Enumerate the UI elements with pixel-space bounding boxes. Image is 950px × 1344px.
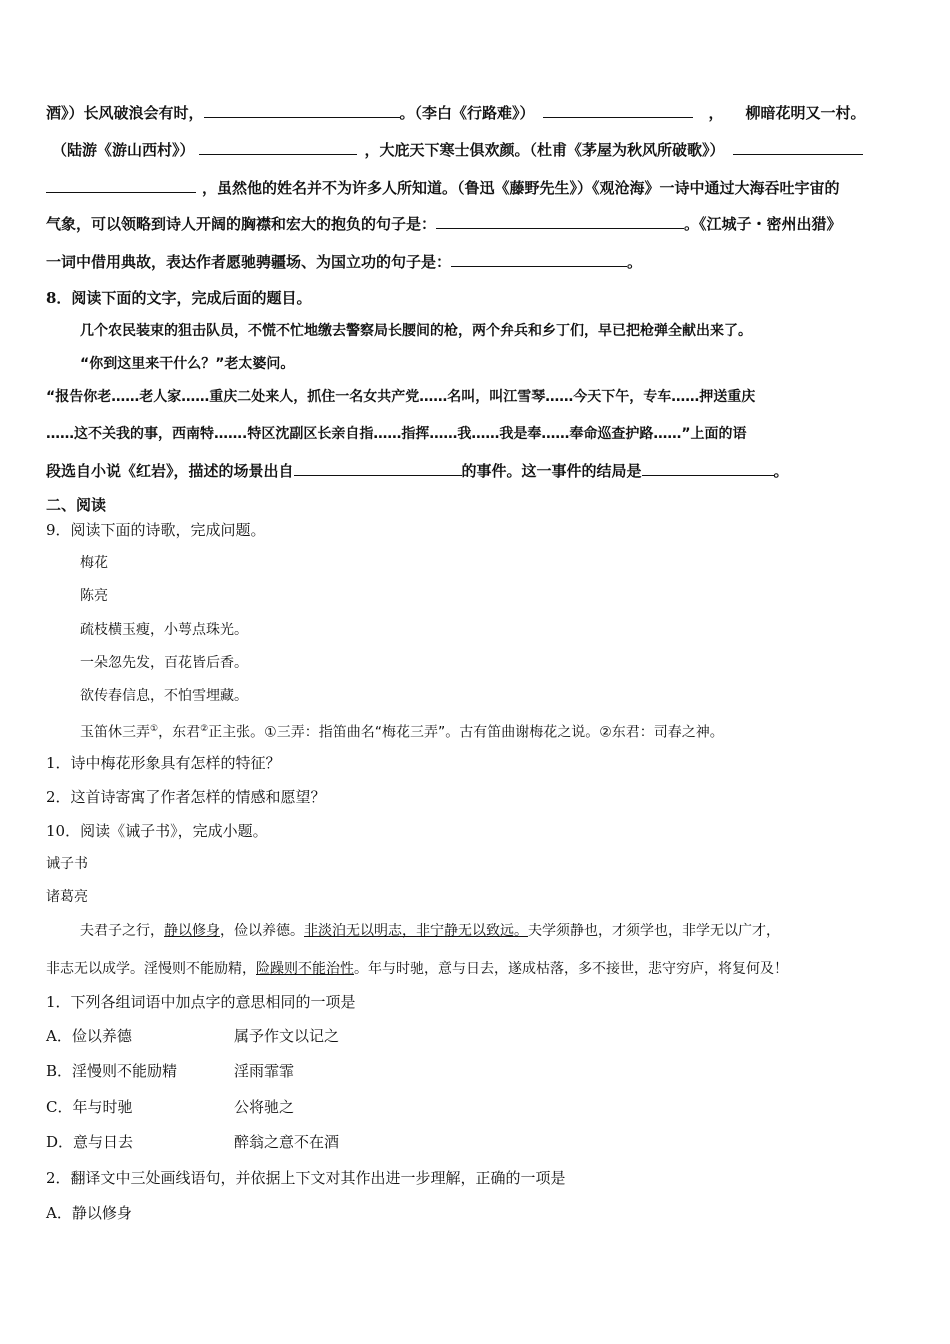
option-row xyxy=(46,1026,646,1046)
answer-blank[interactable] xyxy=(642,461,774,476)
fill-text: ，大庇天下寒士俱欢颜。（杜甫《茅屋为秋风所破歌》） xyxy=(364,141,725,159)
poem-line: 欲传春信息，不怕雪埋藏。 xyxy=(80,688,248,704)
fill-text: 一词中借用典故，表达作者愿驰骋疆场、为国立功的句子是： xyxy=(46,253,452,271)
poem-title: 梅花 xyxy=(80,555,108,571)
answer-blank[interactable] xyxy=(733,140,863,155)
poem-text: 玉笛休三弄 xyxy=(80,724,150,741)
poem-line: 一朵忽先发，百花皆后香。 xyxy=(80,655,248,671)
q10-title: 10．阅读《诫子书》，完成小题。 xyxy=(46,822,268,840)
poem-author: 陈亮 xyxy=(80,588,108,604)
fill-line-1 xyxy=(46,103,866,123)
answer-blank[interactable] xyxy=(46,178,196,193)
fill-text: 。《江城子・密州出猎》 xyxy=(684,215,842,233)
fill-text: ， xyxy=(708,104,724,122)
answer-blank[interactable] xyxy=(204,103,400,118)
fill-text: （陆游《游山西村》） xyxy=(52,141,195,159)
fill-text: 酒》）长风破浪会有时， xyxy=(46,104,204,122)
q8-paragraph-2: “你到这里来干什么？”老太婆问。 xyxy=(80,356,295,372)
answer-blank[interactable] xyxy=(543,103,693,118)
option-right: 醉翁之意不在酒 xyxy=(234,1133,340,1151)
option-left: A．俭以养德 xyxy=(46,1027,132,1045)
fill-line-3 xyxy=(46,178,840,198)
option-row xyxy=(46,1132,646,1152)
text-span: ，俭以养德。 xyxy=(220,923,304,939)
text-paragraph-2 xyxy=(46,959,788,979)
q8-title: 8．阅读下面的文字，完成后面的题目。 xyxy=(46,289,312,307)
underlined-phrase: 非淡泊无以明志，非宁静无以致远。 xyxy=(304,923,528,939)
q9-subquestion-1: 1．诗中梅花形象具有怎样的特征？ xyxy=(46,754,281,772)
q8-text: 段选自小说《红岩》，描述的场景出自 xyxy=(46,462,294,480)
option-row xyxy=(46,1097,646,1117)
fill-text: 。 xyxy=(627,253,643,271)
fill-text: 。（李白《行路难》） xyxy=(399,104,535,122)
fill-line-4 xyxy=(46,214,842,234)
text-span: 非志无以成学。淫慢则不能励精， xyxy=(46,961,256,977)
q8-paragraph-4: ……这不关我的事，西南特…….特区沈副区长亲自指……指挥……我……我是奉……奉命巡查护路……”上面的语 xyxy=(46,426,747,442)
q8-question-line xyxy=(46,461,789,481)
poem-text: 正主张。①三弄：指笛曲名“梅花三弄”。古有笛曲谢梅花之说。②东君：司春之神。 xyxy=(208,724,724,741)
text-span: 。年与时驰，意与日去，遂成枯落，多不接世，悲守穷庐，将复何及！ xyxy=(354,961,788,977)
option-row xyxy=(46,1061,646,1081)
fill-line-2 xyxy=(52,140,863,160)
answer-blank[interactable] xyxy=(436,214,684,229)
text-author: 诸葛亮 xyxy=(46,889,88,905)
q10-sub2-option-a: A．静以修身 xyxy=(46,1204,132,1222)
q9-title: 9．阅读下面的诗歌，完成问题。 xyxy=(46,521,266,539)
footnote-marker: ② xyxy=(200,724,209,734)
poem-text: ，东君 xyxy=(158,724,201,741)
section-heading: 二、阅读 xyxy=(46,496,107,514)
option-right: 属予作文以记之 xyxy=(234,1027,340,1045)
q8-text: 的事件。这一事件的结局是 xyxy=(461,462,642,480)
underlined-phrase: 险躁则不能治性 xyxy=(256,961,354,977)
option-left: B．淫慢则不能励精 xyxy=(46,1062,178,1080)
q8-text: 。 xyxy=(773,462,789,480)
q8-paragraph-3: “报告你老……老人家……重庆二处来人，抓住一名女共产党……名叫，叫江雪琴……今天下午，专车……押送重庆 xyxy=(46,389,756,405)
fill-text: 柳暗花明又一村。 xyxy=(745,104,866,122)
answer-blank[interactable] xyxy=(294,461,462,476)
text-span: 夫君子之行， xyxy=(80,923,164,939)
option-left: D．意与日去 xyxy=(46,1133,134,1151)
text-title: 诫子书 xyxy=(46,856,88,872)
fill-line-5 xyxy=(46,252,642,272)
option-right: 公将驰之 xyxy=(234,1098,295,1116)
q10-subquestion-2: 2．翻译文中三处画线语句，并依据上下文对其作出进一步理解，正确的一项是 xyxy=(46,1169,566,1187)
poem-last-line-with-notes xyxy=(80,719,724,743)
option-right: 淫雨霏霏 xyxy=(234,1062,295,1080)
answer-blank[interactable] xyxy=(451,252,627,267)
fill-text: 气象，可以领略到诗人开阔的胸襟和宏大的抱负的句子是： xyxy=(46,215,437,233)
text-span: 夫学须静也，才须学也，非学无以广才， xyxy=(528,923,780,939)
underlined-phrase: 静以修身 xyxy=(164,923,220,939)
q10-subquestion-1: 1．下列各组词语中加点字的意思相同的一项是 xyxy=(46,993,356,1011)
footnote-marker: ① xyxy=(150,724,159,734)
answer-blank[interactable] xyxy=(199,140,357,155)
poem-line: 疏枝横玉瘦，小萼点珠光。 xyxy=(80,622,248,638)
q8-paragraph-1: 几个农民装束的狙击队员，不慌不忙地缴去警察局长腰间的枪，两个弁兵和乡丁们，早已把枪弹全献出来了。 xyxy=(80,323,752,339)
option-left: C．年与时驰 xyxy=(46,1098,133,1116)
q9-subquestion-2: 2．这首诗寄寓了作者怎样的情感和愿望？ xyxy=(46,788,326,806)
fill-text: ，虽然他的姓名并不为许多人所知道。（鲁迅《藤野先生》）《观沧海》一诗中通过大海吞吐宇宙的 xyxy=(202,179,840,197)
text-paragraph-1 xyxy=(80,921,780,941)
